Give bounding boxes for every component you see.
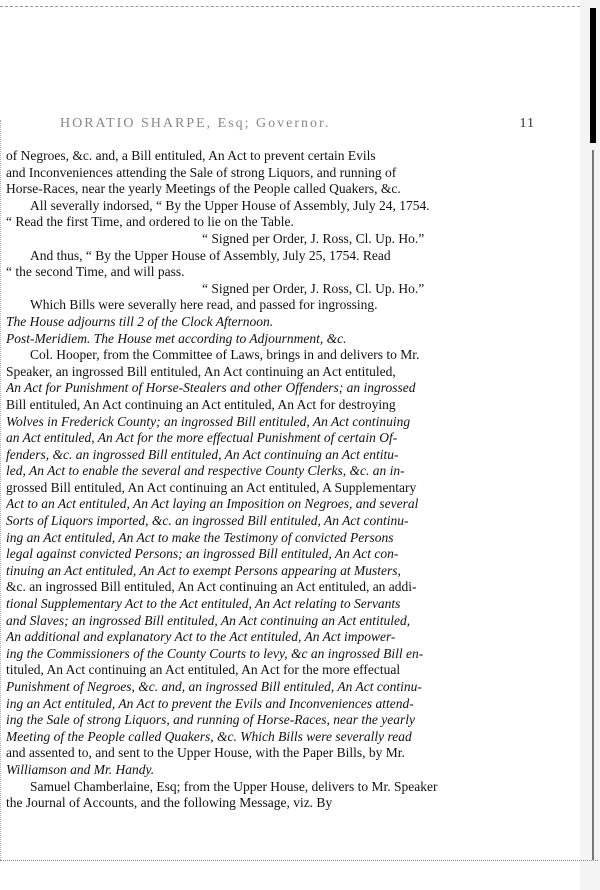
text-line: ing the Sale of strong Liquors, and running of Horse-Races, near the yearly [6, 712, 415, 728]
text-line: Meeting of the People called Quakers, &c. Which Bills were severally read [6, 728, 412, 744]
text-line: Horse-Races, near the yearly Meetings of the People called Quakers, &c. [6, 181, 401, 197]
scan-right-edge [580, 0, 600, 890]
text-line: tinuing an Act entituled, An Act to exempt Persons appearing at Musters, [6, 562, 401, 578]
signature-line: “ Signed per Order, J. Ross, Cl. Up. Ho.” [202, 280, 425, 296]
text-line: Wolves in Frederick County; an ingrossed Bill entituled, An Act continuing [6, 413, 411, 429]
scan-edge-line [592, 150, 594, 860]
text-line: Bill entituled, An Act continuing an Act entituled, An Act for destroying [6, 396, 396, 412]
adjournment-line: The House adjourns till 2 of the Clock Afternoon. [6, 313, 274, 329]
text-line: An Act for Punishment of Horse-Stealers and other Offenders; an ingrossed [6, 380, 416, 396]
text-line: Which Bills were severally here read, and passed for ingrossing. [30, 297, 378, 313]
text-line: ing an Act entituled, An Act to make the Testimony of convicted Persons [6, 529, 394, 545]
text-line: Punishment of Negroes, &c. and, an ingrossed Bill entituled, An Act continu- [6, 679, 422, 694]
post-meridiem-line: Post-Meridiem. The House met according to Adjournment, &c. [6, 330, 347, 346]
page-bottom-shadow [0, 860, 598, 863]
text-line: tituled, An Act continuing an Act entituled, An Act for the more effectual [6, 662, 401, 678]
page-top-edge [0, 0, 600, 7]
text-line: And thus, “ By the Upper House of Assembly, July 25, 1754. Read [30, 247, 391, 263]
text-line: the Journal of Accounts, and the following Message, viz. By [6, 795, 333, 811]
text-line: and Inconveniences attending the Sale of strong Liquors, and running of [6, 164, 397, 180]
text-line: All severally indorsed, “ By the Upper House of Assembly, July 24, 1754. [30, 197, 430, 213]
text-line: &c. an ingrossed Bill entituled, An Act continuing an Act entituled, an addi- [6, 579, 417, 595]
text-line: ing an Act entituled, An Act to prevent the Evils and Inconveniences attend- [6, 695, 414, 711]
text-line: and Slaves; an ingrossed Bill entituled, An Act continuing an Act entituled, [6, 612, 411, 628]
text-line: an Act entituled, An Act for the more effectual Punishment of certain Of- [6, 430, 398, 446]
text-line: Speaker, an ingrossed Bill entituled, An Act continuing an Act entituled, [6, 363, 396, 379]
document-body [6, 148, 522, 812]
text-line: legal against convicted Persons; an ingrossed Bill entituled, An Act con- [6, 546, 399, 562]
text-line: Williamson and Mr. Handy. [6, 761, 155, 777]
text-line: of Negroes, &c. and, a Bill entituled, An Act to prevent certain Evils [6, 148, 376, 163]
text-line: Samuel Chamberlaine, Esq; from the Upper House, delivers to Mr. Speaker [30, 778, 438, 794]
text-line: fenders, &c. an ingrossed Bill entituled, An Act continuing an Act entitu- [6, 446, 399, 462]
text-line: ing the Commissioners of the County Courts to levy, &c an ingrossed Bill en- [6, 645, 424, 661]
text-line: An additional and explanatory Act to the Act entituled, An Act impower- [6, 629, 396, 645]
text-line: led, An Act to enable the several and respective County Clerks, &c. an in- [6, 463, 405, 479]
text-line: “ the second Time, and will pass. [6, 264, 185, 280]
scan-edge-bar [590, 8, 596, 143]
text-line: “ Read the first Time, and ordered to lie on the Table. [6, 214, 294, 230]
left-margin-shadow [0, 120, 3, 860]
running-title: HORATIO SHARPE, Esq; Governor. [60, 116, 331, 131]
text-line: tional Supplementary Act to the Act entituled, An Act relating to Servants [6, 596, 401, 612]
running-header [60, 116, 535, 136]
text-line: grossed Bill entituled, An Act continuing an Act entituled, A Supplementary [6, 479, 417, 495]
text-line: Col. Hooper, from the Committee of Laws, brings in and delivers to Mr. [30, 347, 420, 363]
page-number: 11 [519, 116, 535, 131]
text-line: Sorts of Liquors imported, &c. an ingrossed Bill entituled, An Act continu- [6, 513, 409, 529]
text-line: Act to an Act entituled, An Act laying an Imposition on Negroes, and several [6, 496, 419, 512]
text-line: and assented to, and sent to the Upper House, with the Paper Bills, by Mr. [6, 745, 405, 761]
signature-line: “ Signed per Order, J. Ross, Cl. Up. Ho.” [202, 230, 425, 246]
